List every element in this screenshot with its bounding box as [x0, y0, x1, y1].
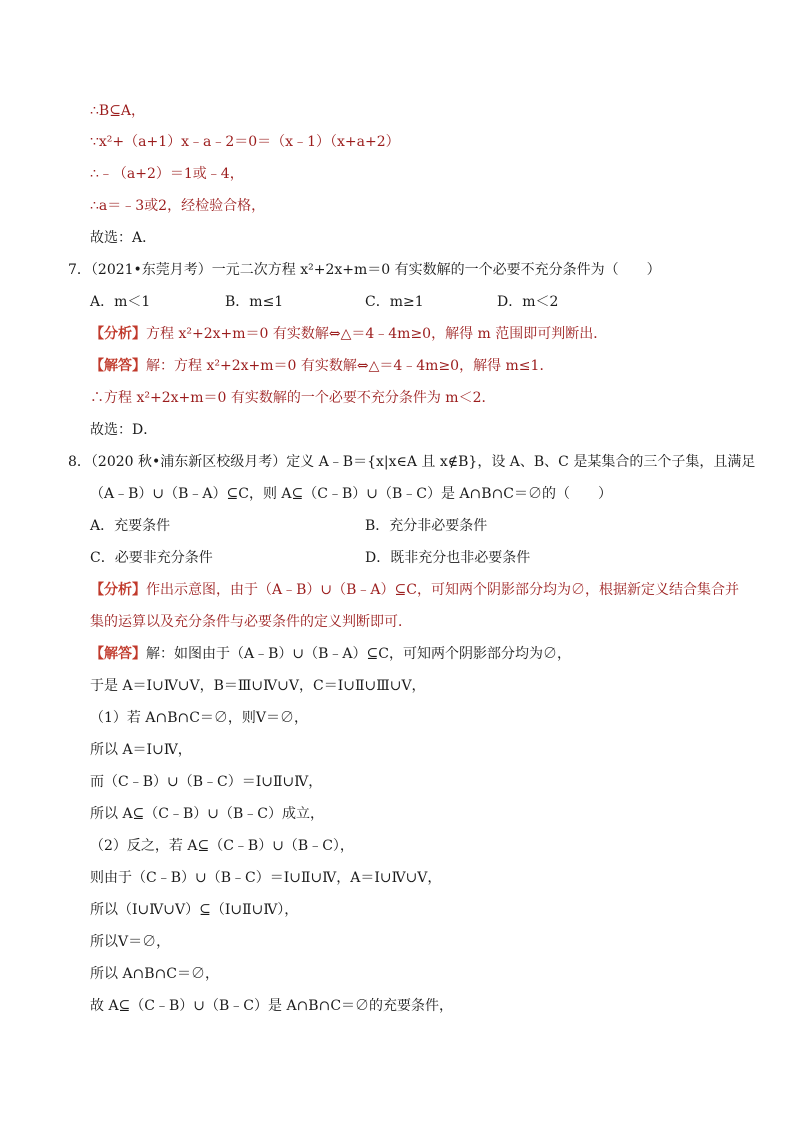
question-8-stem-1: 8．（2020 秋•浦东新区校级月考）定义 A﹣B＝{x|x∈A 且 x∉B}，设 A、B、C 是某集合的三个子集，且满足	[68, 454, 756, 470]
text-line: ∴B⊆A，	[90, 103, 146, 119]
q8-analysis-2: 集的运算以及充分条件与必要条件的定义判断即可．	[90, 614, 412, 630]
q7-solution	[90, 356, 553, 376]
solution-text: 解：如图由于（A﹣B）∪（B﹣A）⊆C，可知两个阴影部分均为∅，	[146, 646, 571, 662]
q8-choice-b: B．充分非必要条件	[365, 518, 488, 534]
solution-step: 所以Ⅴ＝∅，	[90, 934, 171, 950]
question-7-stem: 7．（2021•东莞月考）一元二次方程 x²+2x+m＝0 有实数解的一个必要不充分条件为（ ）	[68, 262, 661, 278]
solution-step: 所以 A∩B∩C＝∅，	[90, 966, 220, 982]
text-line: ∴﹣（a+2）＝1或﹣4，	[90, 166, 244, 182]
q7-choice-c: C．m≥1	[365, 294, 424, 310]
q7-choice-d: D．m＜2	[497, 294, 559, 310]
q7-choice-a: A．m＜1	[90, 294, 151, 310]
q8-solution	[90, 644, 571, 664]
solution-step: （2）反之，若 A⊆（C﹣B）∪（B﹣C），	[90, 838, 354, 854]
solution-step: 则由于（C﹣B）∪（B﹣C）＝Ⅰ∪Ⅱ∪Ⅳ，A＝Ⅰ∪Ⅳ∪Ⅴ，	[90, 870, 442, 886]
solution-step: 所以（Ⅰ∪Ⅳ∪Ⅴ）⊆（Ⅰ∪Ⅱ∪Ⅳ），	[90, 902, 299, 918]
q7-answer: 故选：D．	[90, 422, 158, 438]
solution-step: 所以 A＝Ⅰ∪Ⅳ，	[90, 742, 192, 758]
analysis-tag: 【分析】	[90, 582, 146, 598]
analysis-text: 作出示意图，由于（A﹣B）∪（B﹣A）⊆C，可知两个阴影部分均为∅，根据新定义结合集合并	[146, 582, 739, 598]
q8-choice-a: A．充要条件	[90, 518, 171, 534]
solution-step: 而（C﹣B）∪（B﹣C）＝Ⅰ∪Ⅱ∪Ⅳ，	[90, 774, 323, 790]
text-line: ∴a＝﹣3或2，经检验合格，	[90, 198, 266, 214]
q7-conclusion: ∴方程 x²+2x+m＝0 有实数解的一个必要不充分条件为 m＜2．	[90, 390, 496, 406]
analysis-text: 方程 x²+2x+m＝0 有实数解⇔△＝4﹣4m≥0，解得 m 范围即可判断出．	[146, 326, 608, 342]
solution-step: 于是 A＝Ⅰ∪Ⅳ∪Ⅴ，B＝Ⅲ∪Ⅳ∪Ⅴ，C＝Ⅰ∪Ⅱ∪Ⅲ∪Ⅴ，	[90, 678, 426, 694]
q8-choice-c: C．必要非充分条件	[90, 550, 213, 566]
q7-choice-b: B．m≤1	[225, 294, 284, 310]
solution-step: （1）若 A∩B∩C＝∅，则Ⅴ＝∅，	[90, 710, 309, 726]
question-8-stem-2: （A﹣B）∪（B﹣A）⊆C，则 A⊆（C﹣B）∪（B﹣C）是 A∩B∩C＝∅的（ ）	[90, 486, 613, 502]
answer-line: 故选：A．	[90, 230, 157, 246]
q7-analysis	[90, 324, 607, 344]
q8-choice-d: D．既非充分也非必要条件	[365, 550, 531, 566]
solution-tag: 【解答】	[90, 646, 146, 662]
solution-tag: 【解答】	[90, 358, 146, 374]
q8-analysis-1	[90, 580, 739, 600]
solution-step: 故 A⊆（C﹣B）∪（B﹣C）是 A∩B∩C＝∅的充要条件，	[90, 998, 454, 1014]
text-line: ∵x²+（a+1）x﹣a﹣2＝0＝（x﹣1）（x+a+2）	[90, 134, 400, 150]
solution-text: 解：方程 x²+2x+m＝0 有实数解⇔△＝4﹣4m≥0，解得 m≤1．	[146, 358, 554, 374]
solution-step: 所以 A⊆（C﹣B）∪（B﹣C）成立，	[90, 806, 325, 822]
analysis-tag: 【分析】	[90, 326, 146, 342]
